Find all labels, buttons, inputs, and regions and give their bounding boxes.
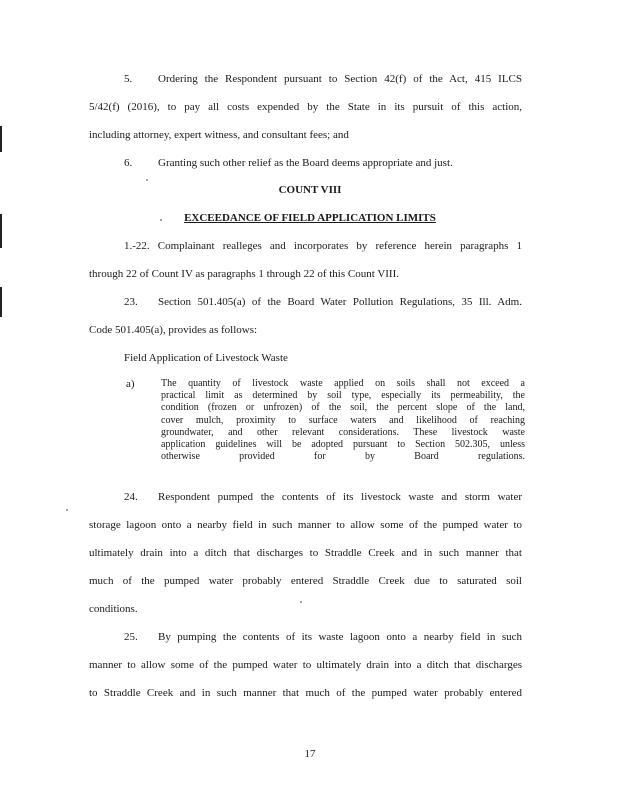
section-heading: EXCEEDANCE OF FIELD APPLICATION LIMITS [184,212,436,224]
paragraph-number: 23. [124,296,138,308]
paragraph-line: Respondent pumped the contents of its livestock waste and storm water [158,491,522,503]
paragraph-line: 1.-22. Complainant realleges and incorporates by reference herein paragraphs 1 [124,240,522,252]
scan-margin-mark [0,287,2,317]
quote-item-label: a) [126,378,135,390]
quote-line: cover mulch, proximity to surface waters and likelihood of reaching [161,414,525,426]
paragraph-line: Granting such other relief as the Board deems appropriate and just. [158,157,453,169]
paragraph-line: including attorney, expert witness, and consultant fees; and [89,129,349,141]
item-number: 5. [124,73,133,85]
paragraph-line: manner to allow some of the pumped water to ultimately drain into a ditch that discharges [89,659,522,671]
quote-line: groundwater, and other relevant considerations. These livestock waste [161,426,525,438]
paragraph-number: 25. [124,631,138,643]
paragraph-number: 24. [124,491,138,503]
scan-margin-mark [0,126,2,152]
count-heading: COUNT VIII [278,184,342,196]
quote-text [161,378,525,463]
paragraph-line: Code 501.405(a), provides as follows: [89,324,258,336]
paragraph-line: Ordering the Respondent pursuant to Section 42(f) of the Act, 415 ILCS [158,73,522,85]
paragraph-line: storage lagoon onto a nearby field in such manner to allow some of the pumped water to [89,519,522,531]
page-number: 17 [304,748,316,760]
quote-line: otherwise provided for by Board regulations. [161,451,525,463]
paragraph-line: ultimately drain into a ditch that discharges to Straddle Creek and in such manner that [89,547,522,559]
quote-line: The quantity of livestock waste applied on soils shall not exceed a [161,378,525,389]
paragraph-line: through 22 of Count IV as paragraphs 1 through 22 of this Count VIII. [89,268,400,280]
paragraph-line: Section 501.405(a) of the Board Water Pollution Regulations, 35 Ill. Adm. [158,296,522,308]
paragraph-line: conditions. [89,603,138,615]
item-number: 6. [124,157,133,169]
quote-title: Field Application of Livestock Waste [124,352,288,364]
paragraph-line: to Straddle Creek and in such manner that much of the pumped water probably entered [89,687,522,699]
scan-speck [300,601,302,603]
paragraph-line: By pumping the contents of its waste lagoon onto a nearby field in such [158,631,522,643]
scan-speck [66,509,68,511]
paragraph-line: 5/42(f) (2016), to pay all costs expended by the State in its pursuit of this action, [89,101,522,113]
quote-line: condition (frozen or unfrozen) of the soil, the percent slope of the land, [161,402,525,414]
quote-line: application guidelines will be adopted pursuant to Section 502.305, unless [161,439,525,451]
paragraph-line: much of the pumped water probably entered Straddle Creek due to saturated soil [89,575,522,587]
scan-speck [146,179,148,181]
quote-line: practical limit as determined by soil type, especially its permeability, the [161,390,525,402]
